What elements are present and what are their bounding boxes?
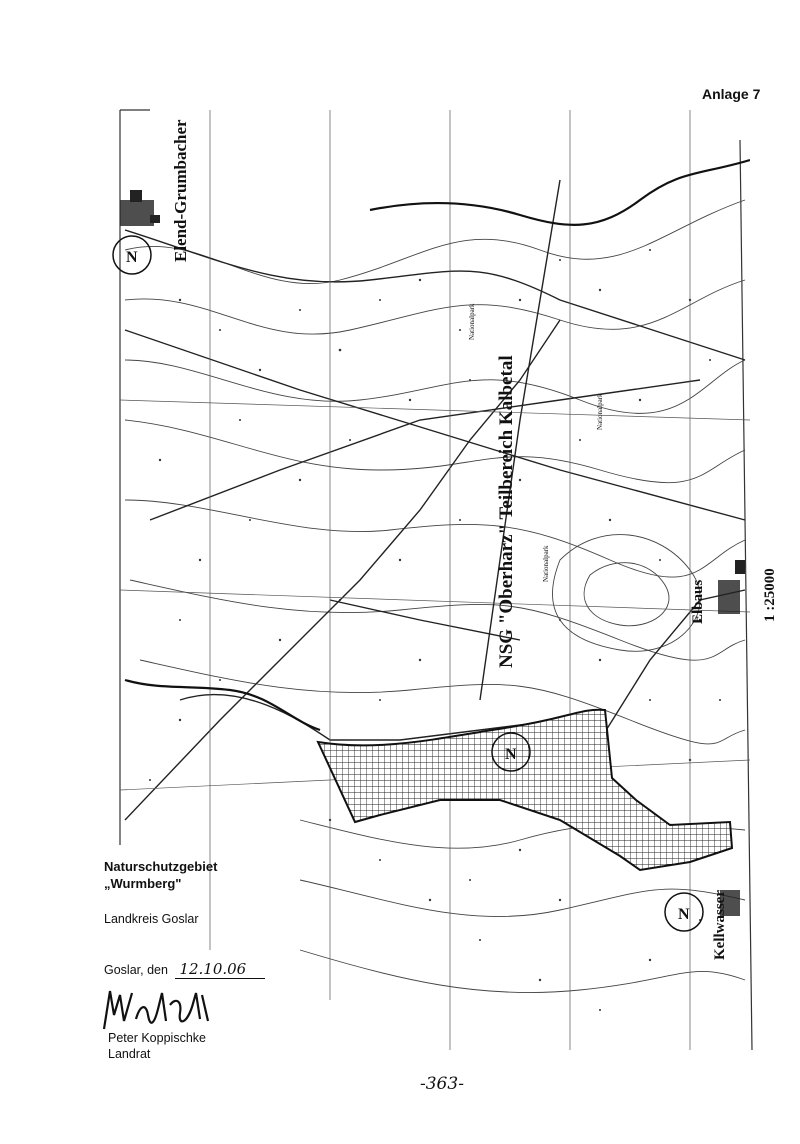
legend-block	[104, 858, 284, 926]
signer-title: Landrat	[108, 1047, 151, 1061]
annex-label: Anlage 7	[702, 86, 761, 102]
map-label-reserve-oberharz: NSG "Oberharz" Teilbereich Kalbetal	[496, 355, 517, 668]
map-label-place-east: Elbaus	[690, 579, 706, 624]
reserve-type: Naturschutzgebiet	[104, 859, 218, 874]
roads	[125, 180, 745, 820]
place-date-line	[104, 960, 265, 979]
settlement-elend	[120, 190, 160, 226]
handwritten-date: 12.10.06	[175, 960, 265, 979]
map-label-place-south: Kellwasser	[712, 890, 728, 960]
signature-image	[96, 985, 216, 1035]
scale-label: 1 :25000	[762, 568, 778, 622]
signer-block	[108, 1030, 206, 1062]
place-date-prefix: Goslar, den	[104, 963, 168, 977]
map-label-town-north: Elend-Grumbacher	[171, 119, 190, 262]
map-label-nationalpark-2: Nationalpark	[542, 545, 550, 582]
settlement-elbaus	[718, 560, 745, 614]
reserve-marker-north	[113, 236, 151, 274]
svg-text:N: N	[678, 906, 690, 923]
district-name: Landkreis Goslar	[104, 912, 199, 926]
reserve-name: „Wurmberg"	[104, 876, 182, 891]
reserve-marker-south	[665, 893, 703, 931]
map-label-nationalpark-3: Nationalpark	[468, 303, 476, 340]
map-label-nationalpark-1: Nationalpark	[596, 393, 604, 430]
protected-area-wurmberg	[318, 710, 732, 870]
svg-text:N: N	[505, 746, 517, 763]
svg-text:N: N	[126, 249, 138, 266]
rivers	[125, 160, 750, 730]
signer-name: Peter Koppischke	[108, 1031, 206, 1045]
page-number: -363-	[420, 1074, 464, 1094]
